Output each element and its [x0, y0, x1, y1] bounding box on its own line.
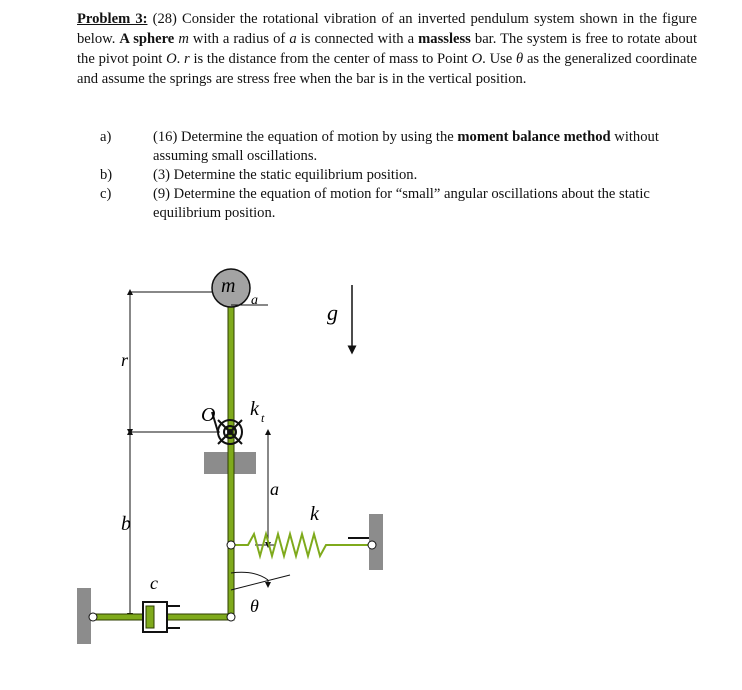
theta-var: θ	[516, 51, 524, 67]
corner-joint-icon	[227, 613, 235, 621]
spring-joint-icon	[227, 541, 235, 549]
part-label: c)	[100, 186, 112, 202]
part-label: b)	[100, 167, 113, 183]
part-text: (3) Determine the static equilibrium position.	[153, 167, 418, 183]
left-damper-rod	[91, 614, 143, 620]
problem-points: (28)	[152, 11, 177, 27]
r-text: is the distance from the center of mass to Point	[193, 51, 468, 67]
bottom-arm	[158, 614, 234, 620]
problem-intro: Consider the rotational vibration of an inverted pendulum system shown in the figure below.	[77, 11, 697, 47]
r-label: r	[121, 350, 129, 370]
mass-label: m	[221, 275, 236, 297]
part-label: a)	[100, 129, 112, 145]
connected-text: is connected with a	[300, 31, 415, 47]
use-text: Use	[489, 51, 513, 67]
pivot-label: O	[201, 404, 216, 426]
sphere-bold: A sphere	[119, 31, 175, 47]
radius-text: with a radius of	[192, 31, 286, 47]
part-text: (9) Determine the equation of motion for “small” angular oscillations about the static equilibrium position.	[153, 186, 650, 221]
pivot-var-2: O	[471, 51, 483, 67]
sphere-mass-var: m	[178, 31, 189, 47]
moment-balance-bold: moment balance method	[457, 129, 611, 145]
theta-angle-icon	[231, 572, 290, 590]
left-joint-icon	[89, 613, 97, 621]
a-dim-label: a	[270, 479, 279, 499]
bar-text: bar. The system is free to rotate about the pivot point	[77, 31, 697, 67]
problem-statement: Problem 3: (28) Consider the rotational vibration of an inverted pendulum system shown in the figure below. A sphere m with a radius of a is connected with a massless bar. The system is free to rotate about the pivot point O. r is the distance from the center of mass to Point O. Use θ as the generalized coordinate and assume the springs are stress free when the bar is in the vertical position.	[77, 11, 697, 87]
radius-label: a	[251, 293, 258, 308]
radius-var: a	[289, 31, 297, 47]
pivot-point-icon	[227, 429, 233, 435]
rest-text: as the generalized coordinate and assume the springs are stress free when the bar is in the vertical position.	[77, 51, 697, 87]
theta-label: θ	[250, 596, 259, 616]
torsion-k-label: k	[250, 398, 259, 420]
massless-bold: massless	[418, 31, 471, 47]
gravity-label: g	[327, 300, 338, 325]
part-text: (16) Determine the equation of motion by using the moment balance method without assuming small oscillations.	[153, 129, 659, 164]
b-label: b	[121, 513, 131, 535]
spring-k-label: k	[310, 503, 319, 525]
right-joint-icon	[368, 541, 376, 549]
pivot-var: O	[166, 51, 177, 67]
massless-bar	[228, 304, 234, 618]
torsion-spring-icon	[212, 412, 242, 444]
problem-heading: Problem 3:	[77, 11, 148, 27]
r-var: r	[184, 51, 190, 67]
torsion-sub-label: t	[261, 411, 265, 425]
c-label: c	[150, 573, 158, 593]
